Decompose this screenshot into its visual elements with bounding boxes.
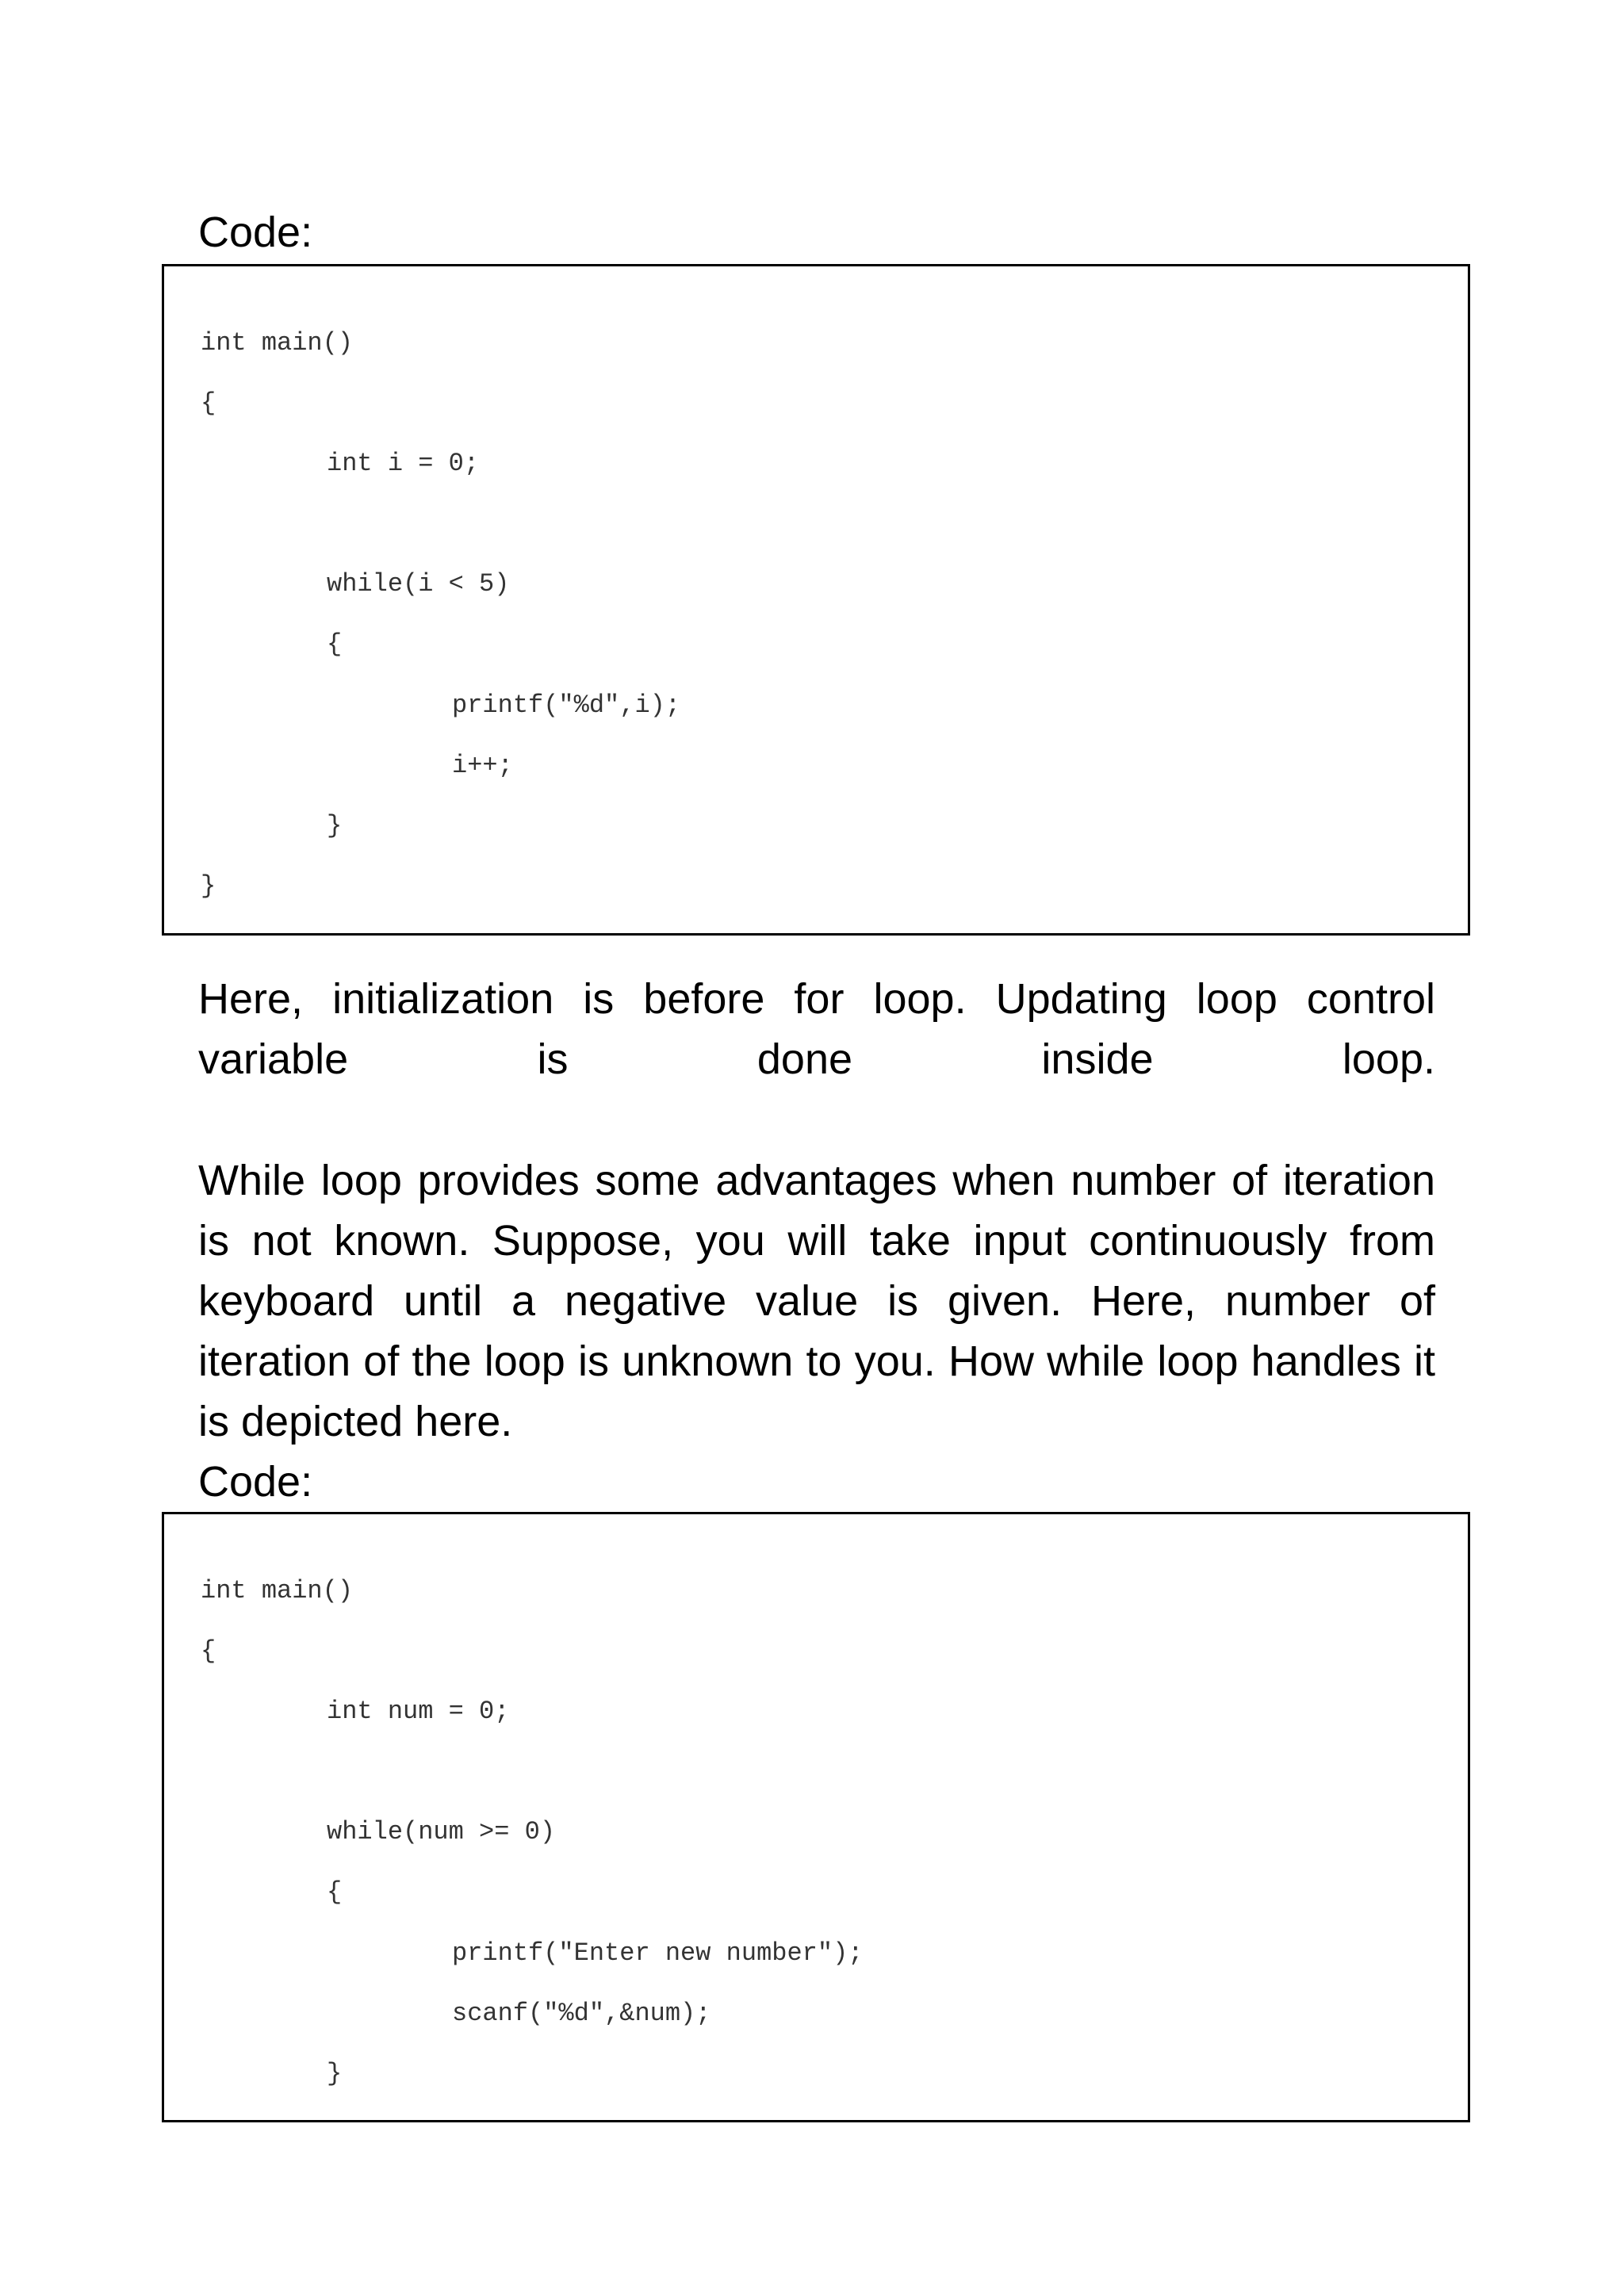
code-line: while(i < 5) [327,569,510,599]
code-line: { [327,1877,343,1907]
code-line: { [327,629,343,659]
code-line: int main() [201,328,354,358]
code-line: while(num >= 0) [327,1817,556,1846]
code-label: Code: [198,209,313,256]
paragraph-line: variable is done inside loop. [198,1035,1435,1083]
code-line: } [201,871,216,901]
code-line: i++; [452,751,513,780]
code-line: { [201,1636,216,1666]
code-line: scanf("%d",&num); [452,1999,711,2028]
code-line: printf("%d",i); [452,691,681,720]
code-block [162,264,1470,936]
code-line: int i = 0; [327,449,480,478]
paragraph-while-advantages: While loop provides some advantages when number of iteration is not known. Suppose, you will take input continuously from keyboard until a negative value is given. Here, number of iteration of the loop is unknown to you. How while loop handles it is depicted here. [198,1157,1435,1445]
code-line: { [201,388,216,418]
paragraph-line: Here, initialization is before for loop. Updating loop control [198,975,1435,1023]
code-line: printf("Enter new number"); [452,1938,864,1968]
code-line: int num = 0; [327,1697,510,1726]
code-line: int main() [201,1576,354,1605]
code-line: } [327,811,343,840]
code-label: Code: [198,1458,313,1506]
paragraph-initialization [198,969,1435,1089]
code-block [162,1512,1470,2122]
code-line: } [327,2059,343,2088]
